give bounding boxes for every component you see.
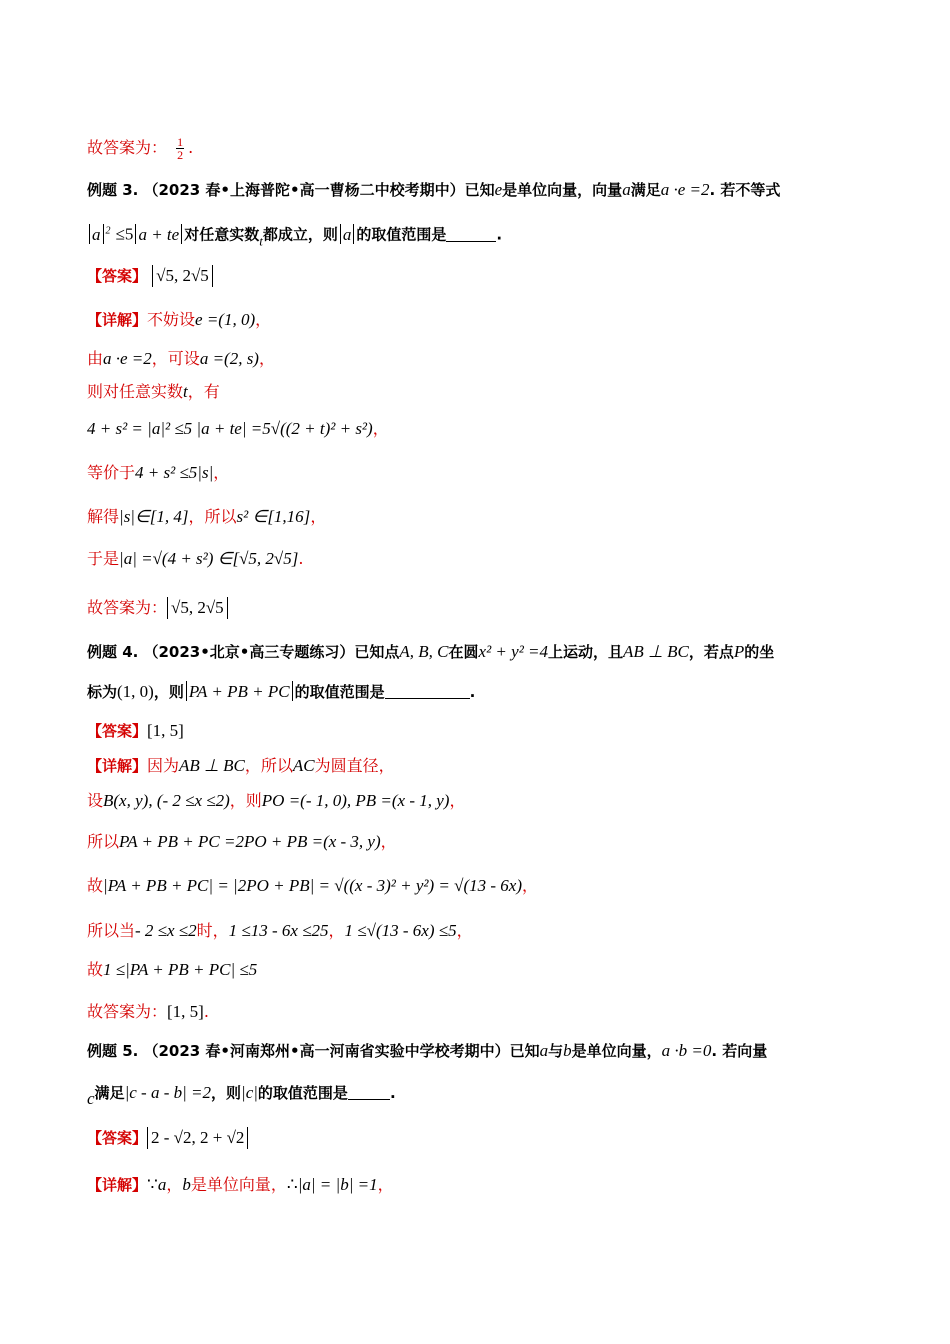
example-4-detail-4: 故|PA + PB + PC| = |2PO + PB| = √((x - 3)² + y²) = √(13 - 6x)，	[87, 876, 538, 895]
example-4-final: 故答案为：[1, 5].	[87, 1002, 209, 1021]
example-4-detail-5: 所以当- 2 ≤x ≤2时，1 ≤13 - 6x ≤25，1 ≤√(13 - 6x) ≤5，	[87, 921, 473, 940]
example-3-detail-2: 由a ·e =2，可设a =(2, s)，	[87, 349, 275, 368]
answer-blank	[348, 1099, 390, 1100]
example-3-detail-7: 于是|a| =√(4 + s²) ∈[√5, 2√5].	[87, 549, 304, 568]
example-3-inequality: a $^2$ ≤5 a + te 对任意实数$_t$都成立，则 a 的取值范围是 .	[87, 220, 502, 253]
example-3-final: 故答案为： √5, 2√5	[87, 597, 228, 619]
answer-math: [1, 5]	[147, 721, 184, 740]
example-3-detail-5: 等价于4 + s² ≤5|s|，	[87, 463, 230, 482]
detail-tag: 【详解】	[87, 311, 148, 329]
example-4-detail-6: 故1 ≤|PA + PB + PC| ≤5	[87, 960, 258, 979]
answer-blank	[385, 698, 470, 699]
example-4-title: 例题 4. （2023•北京•高三专题练习）已知点A, B, C在圆x² + y² =4上运动，且AB ⊥ BC，若点P的坐	[87, 642, 775, 661]
detail-tag: 【详解】	[87, 1176, 148, 1194]
example-source: （2023•北京•高三专题练习）	[143, 643, 355, 661]
example-label: 例题 5.	[87, 1042, 139, 1060]
dot-product: a ·e =2	[660, 180, 710, 199]
example-3-detail-4: 4 + s² = |a|² ≤5 |a + te| =5√((2 + t)² + s²)，	[87, 419, 389, 438]
example-label: 例题 4.	[87, 643, 139, 661]
example-3-detail-3: 则对任意实数t，有	[87, 382, 220, 401]
example-3-answer	[87, 265, 213, 287]
example-3-detail-6: 解得|s|∈[1, 4]，所以s² ∈[1,16]，	[87, 507, 327, 526]
example-4-detail-2: 设B(x, y), (- 2 ≤x ≤2)，则PO =(- 1, 0), PB =(x - 1, y)，	[87, 791, 466, 810]
example-5-title: 例题 5. （2023 春•河南郑州•高一河南省实验中学校考期中）已知a与b是单位向量，a ·b =0. 若向量	[87, 1041, 768, 1060]
answer-tag: 【答案】	[87, 267, 148, 285]
answer-tag: 【答案】	[87, 722, 148, 740]
example-4-detail-3: 所以PA + PB + PC =2PO + PB =(x - 3, y)，	[87, 832, 397, 851]
answer-label: 故答案为：	[87, 138, 168, 157]
example-source: （2023 春•上海普陀•高一曹杨二中校考期中）	[143, 181, 465, 199]
example-3-title: 例题 3. （2023 春•上海普陀•高一曹杨二中校考期中）已知e是单位向量，向量a满足a ·e =2. 若不等式	[87, 180, 781, 199]
example-5-question: c满足|c - a - b| =2，则|c|的取值范围是 .	[87, 1083, 396, 1108]
example-5-detail-1: 【详解】∵a，b是单位向量，∴|a| = |b| =1，	[87, 1175, 394, 1194]
answer-math: √5, 2√5	[152, 265, 213, 287]
example-4-answer	[87, 720, 184, 742]
example-source: （2023 春•河南郑州•高一河南省实验中学校考期中）	[143, 1042, 510, 1060]
example-5-answer	[87, 1127, 248, 1149]
example-label: 例题 3.	[87, 181, 139, 199]
answer-line-1: 故答案为： $\frac{1}{2}$ .	[87, 135, 194, 162]
example-4-detail-1: 【详解】因为AB ⊥ BC，所以AC为圆直径，	[87, 756, 395, 775]
example-4-question: 标为(1, 0)，则 PA + PB + PC 的取值范围是 .	[87, 682, 476, 701]
example-3-detail-1: 【详解】不妨设e =(1, 0)，	[87, 310, 272, 329]
fraction: $\frac{1}{2}$	[177, 135, 184, 162]
answer-tag: 【答案】	[87, 1129, 148, 1147]
answer-blank	[446, 241, 496, 242]
detail-tag: 【详解】	[87, 757, 148, 775]
answer-math: 2 - √2, 2 + √2	[147, 1127, 248, 1149]
